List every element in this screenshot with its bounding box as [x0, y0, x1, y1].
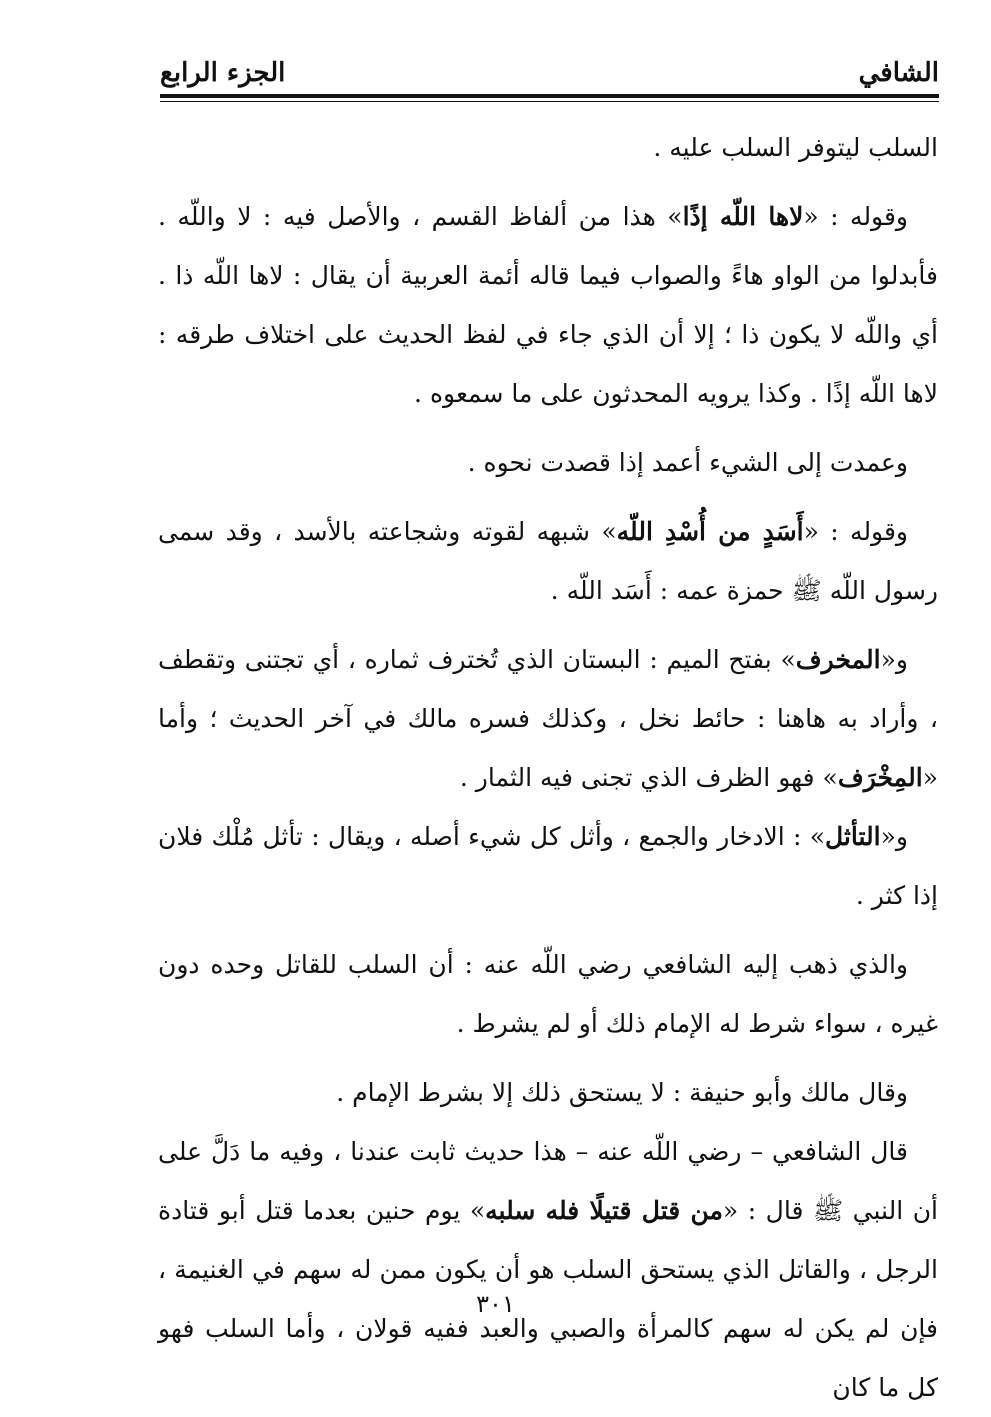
page-body — [158, 118, 938, 1417]
text-run: » يوم حنين بعدما قتل أبو قتادة الرجل ، والقاتل الذي يستحق السلب هو أن يكون ممن له سهم في الغنيمة ، فإن لم يكن له سهم كالمرأة والصبي والعبد ففيه قولان ، وأما السلب فهو كل ما كان — [158, 1196, 938, 1402]
text-run: والذي ذهب إليه الشافعي رضي اللّه عنه : أن السلب للقاتل وحده دون غيره ، سواء شرط له الإمام ذلك أو لم يشرط . — [158, 950, 938, 1038]
text-run: » : الادخار والجمع ، وأثل كل شيء أصله ، ويقال : تأثل مُلْك فلان إذا كثر . — [158, 822, 938, 910]
running-header — [160, 52, 939, 98]
text-run: و« — [880, 822, 908, 851]
paragraph — [158, 433, 938, 492]
text-run: وقوله : « — [803, 517, 908, 546]
emphasized-term: المِخْرَف — [837, 763, 923, 792]
text-run: » بفتح الميم : البستان الذي تُخترف ثماره ، أي تجتنى وتقطف ، وأراد به هاهنا : حائط نخل ، وكذلك فسره مالك في آخر الحديث ؛ وأما « — [158, 645, 938, 792]
emphasized-term: المخرف — [795, 645, 881, 674]
text-run: وقال مالك وأبو حنيفة : لا يستحق ذلك إلا بشرط الإمام . — [336, 1078, 908, 1107]
emphasized-term: أَسَدٍ من أُسْدِ اللّه — [616, 517, 804, 546]
text-run: السلب ليتوفر السلب عليه . — [653, 133, 938, 162]
text-run: » فهو الظرف الذي تجنى فيه الثمار . — [459, 763, 838, 792]
paragraph — [158, 630, 938, 807]
text-run: و« — [880, 645, 908, 674]
header-rule-thin — [160, 101, 939, 102]
paragraph — [158, 118, 938, 177]
page-number: ٣٠١ — [476, 1290, 515, 1318]
paragraph — [158, 502, 938, 620]
emphasized-term: التأثل — [825, 822, 881, 851]
header-book-title: الشافي — [858, 58, 939, 88]
emphasized-term: لاها اللّه إذًا — [682, 202, 804, 231]
header-volume-title: الجزء الرابع — [160, 58, 286, 88]
emphasized-term: من قتل قتيلًا فله سلبه — [485, 1196, 723, 1225]
text-run: » شبهه لقوته وشجاعته بالأسد ، وقد سمى رسول اللّه ﷺ حمزة عمه : أَسَد اللّه . — [158, 517, 938, 605]
paragraph — [158, 1122, 938, 1417]
paragraph — [158, 807, 938, 925]
text-run: » هذا من ألفاظ القسم ، والأصل فيه : لا واللّه . فأبدلوا من الواو هاءً والصواب فيما قاله أئمة العربية أن يقال : لاها اللّه ذا . أي واللّه لا يكون ذا ؛ إلا أن الذي جاء في لفظ الحديث على اختلاف طرقه : لاها اللّه إذًا . وكذا يرويه المحدثون على ما سمعوه . — [158, 202, 938, 408]
text-run: وقوله : « — [803, 202, 908, 231]
paragraph — [158, 187, 938, 423]
paragraph — [158, 1063, 938, 1122]
paragraph — [158, 935, 938, 1053]
header-rule-thick — [160, 94, 939, 98]
text-run: قال الشافعي – رضي اللّه عنه – هذا حديث ثابت عندنا ، وفيه ما دَلَّ على أن النبي ﷺ قال : « — [158, 1137, 939, 1225]
text-run: وعمدت إلى الشيء أعمد إذا قصدت نحوه . — [467, 448, 908, 477]
